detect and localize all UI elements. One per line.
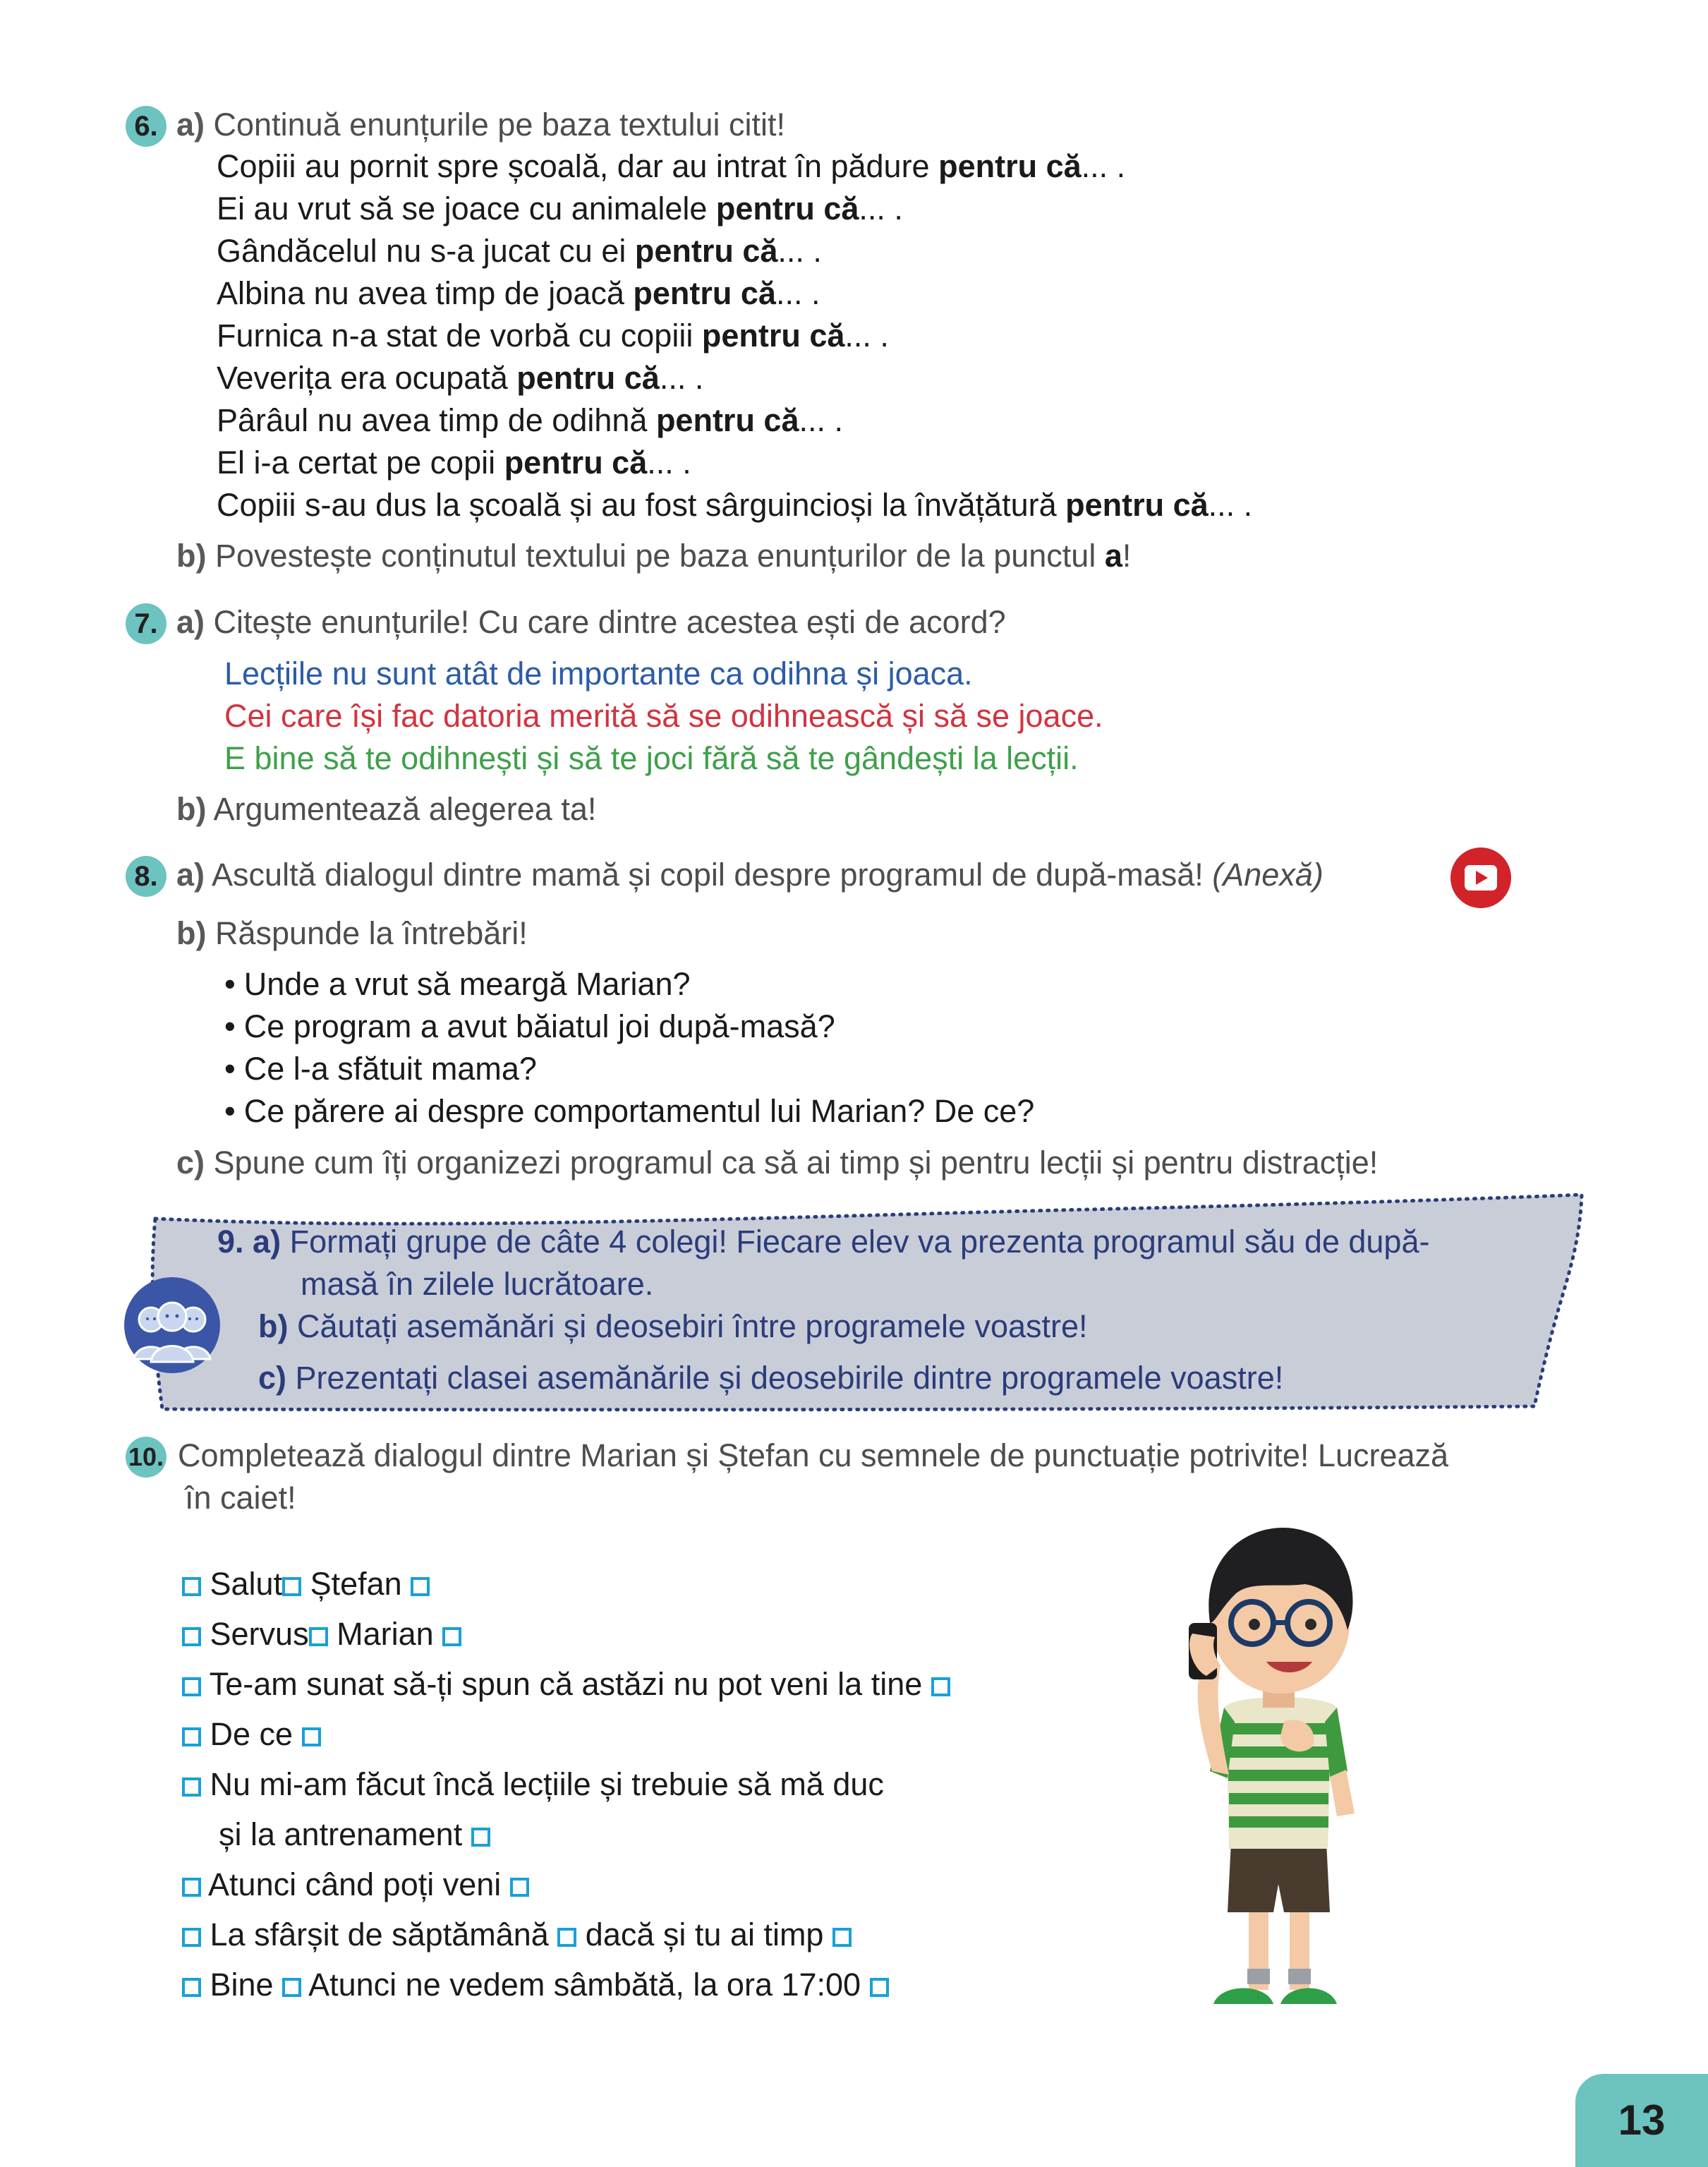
label-a: a) xyxy=(176,107,205,143)
sentence-start: Pârâul nu avea timp de odihnă xyxy=(217,402,656,438)
punctuation-box[interactable] xyxy=(182,1878,201,1897)
sentence-start: Copiii s-au dus la școală și au fost sârguincioși la învățătură xyxy=(217,487,1066,523)
exercise-8-c xyxy=(176,1142,1378,1184)
exercise-6-number: 6. xyxy=(126,106,166,147)
punctuation-box[interactable] xyxy=(442,1627,461,1646)
punctuation-box[interactable] xyxy=(182,1677,201,1696)
dialog-line-5-cont xyxy=(219,1813,490,1856)
sentence-ellipsis: ... . xyxy=(799,402,843,438)
punctuation-box[interactable] xyxy=(471,1828,490,1847)
exercise-6-sentence xyxy=(217,230,822,272)
exercise-7-a-text: Citește enunțurile! Cu care dintre acestea ești de acord? xyxy=(213,604,1006,640)
label-b: b) xyxy=(176,915,207,951)
sentence-connector: pentru că xyxy=(516,360,660,396)
sentence-ellipsis: ... . xyxy=(1208,487,1253,523)
dialog-line-3 xyxy=(182,1663,950,1706)
punctuation-box[interactable] xyxy=(182,1928,201,1947)
sentence-start: El i-a certat pe copii xyxy=(217,445,504,481)
page-number: 13 xyxy=(1575,2074,1708,2167)
label-a: a) xyxy=(253,1224,281,1260)
dialog-line-1 xyxy=(182,1563,430,1605)
question-item xyxy=(224,963,691,1006)
sentence-connector: pentru că xyxy=(633,275,776,311)
sentence-connector: pentru că xyxy=(701,318,845,354)
play-video-icon[interactable] xyxy=(1449,846,1513,910)
exercise-8-c-text: Spune cum îți organizezi programul ca să ai timp și pentru lecții și pentru distracție! xyxy=(213,1145,1379,1181)
sentence-ellipsis: ... . xyxy=(775,275,820,311)
dialog-text: La sfârșit de săptămână xyxy=(210,1917,558,1952)
exercise-9-c xyxy=(258,1357,1283,1399)
dialog-text: și la antrenament xyxy=(219,1816,471,1852)
sentence-connector: pentru că xyxy=(938,148,1082,184)
exercise-6-b-end: ! xyxy=(1122,538,1132,574)
sentence-start: Veverița era ocupată xyxy=(217,360,517,396)
dialog-text: Servus xyxy=(210,1616,309,1652)
dialog-text: Te-am sunat să-ți spun că astăzi nu pot veni la tine xyxy=(209,1666,931,1702)
sentence-ellipsis: ... . xyxy=(844,318,889,354)
exercise-7-b-text: Argumentează alegerea ta! xyxy=(213,791,597,827)
exercise-8-a xyxy=(176,854,1324,896)
punctuation-box[interactable] xyxy=(832,1928,852,1947)
sentence-connector: pentru că xyxy=(715,191,859,227)
exercise-6-sentence xyxy=(217,188,903,230)
question-item xyxy=(224,1006,835,1048)
exercise-8-b xyxy=(176,912,528,955)
punctuation-box[interactable] xyxy=(182,1978,201,1997)
bullet: • xyxy=(224,966,236,1002)
exercise-6-b-bold: a xyxy=(1104,538,1122,574)
exercise-6-sentence xyxy=(217,315,889,357)
dialog-text: Nu mi-am făcut încă lecțiile și trebuie să mă duc xyxy=(210,1766,884,1802)
question-item xyxy=(224,1048,537,1090)
punctuation-box[interactable] xyxy=(182,1627,201,1646)
sentence-connector: pentru că xyxy=(504,445,648,481)
exercise-6-b-text: Povestește conținutul textului pe baza enunțurilor de la punctul xyxy=(215,538,1105,574)
exercise-8-a-text: Ascultă dialogul dintre mamă și copil despre programul de după-masă! xyxy=(212,857,1213,893)
punctuation-box[interactable] xyxy=(931,1677,950,1696)
exercise-6-b xyxy=(176,535,1131,577)
dialog-text: Marian xyxy=(327,1616,443,1652)
exercise-9-b-text: Căutați asemănări și deosebiri între programele voastre! xyxy=(297,1308,1088,1344)
sentence-start: Furnica n-a stat de vorbă cu copiii xyxy=(217,318,702,354)
sentence-ellipsis: ... . xyxy=(1081,148,1126,184)
team-icon xyxy=(123,1276,222,1375)
punctuation-box[interactable] xyxy=(182,1727,201,1746)
dialog-line-6 xyxy=(182,1864,529,1906)
exercise-9-c-text: Prezentați clasei asemănările și deosebirile dintre programele voastre! xyxy=(295,1360,1284,1396)
dialog-text: De ce xyxy=(210,1716,302,1752)
exercise-8-number: 8. xyxy=(126,856,166,897)
exercise-10-number: 10. xyxy=(126,1437,166,1478)
sentence-ellipsis: ... . xyxy=(659,360,704,396)
punctuation-box[interactable] xyxy=(282,1978,301,1997)
dialog-text: Salut xyxy=(210,1566,283,1602)
label-b: b) xyxy=(176,791,207,827)
sentence-start: Albina nu avea timp de joacă xyxy=(217,275,634,311)
sentence-start: Gândăcelul nu s-a jucat cu ei xyxy=(217,233,635,269)
sentence-connector: pentru că xyxy=(634,233,778,269)
punctuation-box[interactable] xyxy=(557,1928,576,1947)
sentence-start: Ei au vrut să se joace cu animalele xyxy=(217,191,716,227)
dialog-text: Atunci ne vedem sâmbătă, la ora 17:00 xyxy=(301,1967,870,2003)
exercise-9-a-text: Formați grupe de câte 4 colegi! Fiecare elev va prezenta programul său de după- xyxy=(289,1224,1430,1260)
question-text: Unde a vrut să meargă Marian? xyxy=(243,966,691,1002)
exercise-6-sentence xyxy=(217,357,703,399)
exercise-10-text-cont: în caiet! xyxy=(185,1480,296,1516)
label-a: a) xyxy=(176,857,205,893)
punctuation-box[interactable] xyxy=(870,1978,889,1997)
dialog-text: dacă și tu ai timp xyxy=(576,1917,832,1952)
dialog-line-5 xyxy=(182,1763,884,1806)
dialog-text: Atunci când poți veni xyxy=(208,1866,510,1902)
dialog-line-4 xyxy=(182,1713,321,1756)
punctuation-box[interactable] xyxy=(302,1727,321,1746)
exercise-6-sentence xyxy=(217,272,820,315)
punctuation-box[interactable] xyxy=(182,1777,201,1797)
exercise-6-sentence xyxy=(217,484,1252,526)
sentence-connector: pentru că xyxy=(655,402,799,438)
label-a: a) xyxy=(176,604,205,640)
sentence-ellipsis: ... . xyxy=(777,233,822,269)
boy-phone-illustration xyxy=(1136,1517,1397,2025)
bullet: • xyxy=(224,1093,236,1129)
punctuation-box[interactable] xyxy=(411,1577,430,1596)
bullet: • xyxy=(224,1051,236,1087)
dialog-text: Bine xyxy=(210,1967,283,2003)
sentence-ellipsis: ... . xyxy=(647,445,691,481)
punctuation-box[interactable] xyxy=(182,1577,201,1596)
exercise-10-text: Completează dialogul dintre Marian și Ștefan cu semnele de punctuație potrivite! Lucrează xyxy=(178,1437,1449,1473)
statement-red: Cei care își fac datoria merită să se odihnească și să se joace. xyxy=(224,698,1103,734)
sentence-connector: pentru că xyxy=(1065,487,1209,523)
annex-reference: (Anexă) xyxy=(1212,857,1324,893)
dialog-line-7 xyxy=(182,1914,852,1956)
question-text: Ce l-a sfătuit mama? xyxy=(243,1051,537,1087)
dialog-line-8 xyxy=(182,1964,889,2006)
exercise-7-a xyxy=(176,601,1006,644)
question-text: Ce părere ai despre comportamentul lui Marian? De ce? xyxy=(243,1093,1035,1129)
bullet: • xyxy=(224,1008,236,1044)
punctuation-box[interactable] xyxy=(282,1577,301,1596)
label-b: b) xyxy=(258,1308,289,1344)
exercise-7-number: 7. xyxy=(126,603,166,644)
label-c: c) xyxy=(176,1145,205,1181)
exercise-6-sentence xyxy=(217,145,1125,188)
exercise-9-a-text-cont: masă în zilele lucrătoare. xyxy=(301,1266,654,1302)
label-c: c) xyxy=(258,1360,287,1396)
statement-blue: Lecțiile nu sunt atât de importante ca odihna și joaca. xyxy=(224,656,973,692)
exercise-9-a xyxy=(217,1221,1429,1263)
statement-green: E bine să te odihnești și să te joci fără să te gândești la lecții. xyxy=(224,740,1079,776)
exercise-6-a xyxy=(176,104,785,146)
exercise-9-number: 9. xyxy=(217,1224,244,1260)
exercise-6-sentence xyxy=(217,442,691,484)
sentence-ellipsis: ... . xyxy=(859,191,903,227)
exercise-6-a-text: Continuă enunțurile pe baza textului citit! xyxy=(213,107,786,143)
exercise-7-b xyxy=(176,788,596,831)
punctuation-box[interactable] xyxy=(309,1627,328,1646)
punctuation-box[interactable] xyxy=(510,1878,529,1897)
question-text: Ce program a avut băiatul joi după-masă? xyxy=(243,1008,835,1044)
label-b: b) xyxy=(176,538,207,574)
dialog-line-2 xyxy=(182,1613,461,1655)
dialog-text: Ștefan xyxy=(301,1566,411,1602)
exercise-6-sentence xyxy=(217,399,843,442)
sentence-start: Copiii au pornit spre școală, dar au intrat în pădure xyxy=(217,148,939,184)
question-item xyxy=(224,1090,1034,1133)
exercise-8-b-text: Răspunde la întrebări! xyxy=(215,915,528,951)
exercise-9-b xyxy=(258,1305,1088,1348)
